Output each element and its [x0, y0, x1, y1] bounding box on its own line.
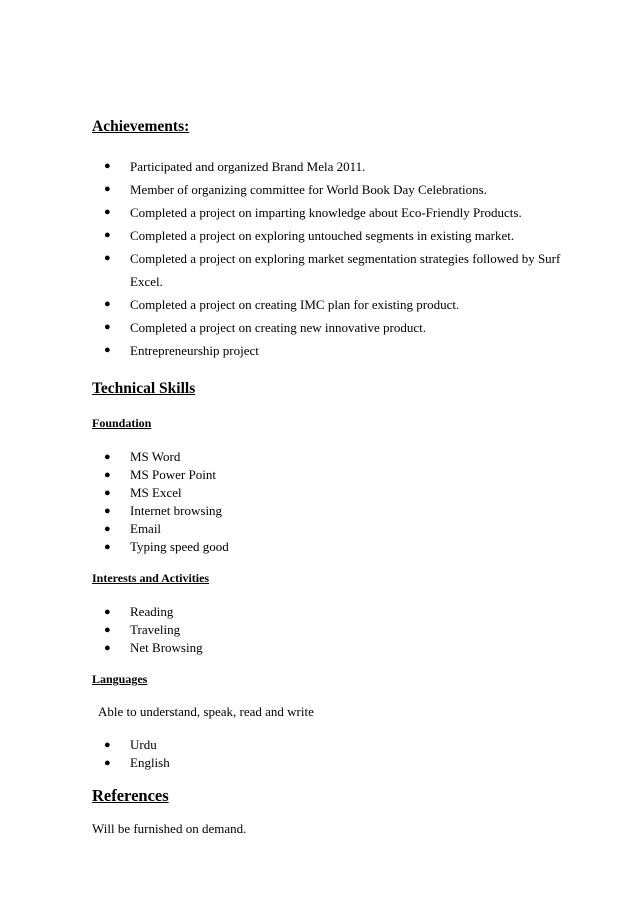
interests-heading: Interests and Activities	[92, 571, 210, 585]
interests-list	[92, 603, 203, 657]
list-item: ● Completed a project on creating IMC plan for existing product.	[92, 293, 570, 316]
bullet-icon: ●	[104, 624, 111, 636]
bullet-icon: ●	[104, 229, 111, 241]
list-item: ● Member of organizing committee for World Book Day Celebrations.	[92, 178, 570, 201]
list-item: ● MS Power Point	[104, 467, 216, 482]
list-item: ● Net Browsing	[104, 640, 203, 655]
achievements-list	[92, 155, 570, 362]
bullet-icon: ●	[104, 206, 111, 218]
bullet-icon: ●	[104, 523, 111, 535]
list-item: ● Completed a project on exploring market segmentation strategies followed by Surf Excel.	[92, 247, 570, 293]
list-item: ● Internet browsing	[104, 503, 223, 518]
bullet-icon: ●	[104, 541, 111, 553]
list-item: ● Traveling	[104, 622, 181, 637]
bullet-icon: ●	[104, 487, 111, 499]
list-item: ● Typing speed good	[104, 539, 229, 554]
list-item: ● MS Excel	[104, 485, 182, 500]
list-item: ● Completed a project on creating new innovative product.	[92, 316, 570, 339]
bullet-icon: ●	[104, 642, 111, 654]
list-item: ● Email	[104, 521, 162, 536]
languages-heading: Languages	[92, 672, 148, 686]
bullet-icon: ●	[104, 252, 111, 264]
languages-intro: Able to understand, speak, read and write	[98, 704, 314, 719]
references-heading: References	[92, 786, 169, 805]
bullet-icon: ●	[104, 757, 111, 769]
bullet-icon: ●	[104, 298, 111, 310]
list-item: ● Completed a project on imparting knowledge about Eco-Friendly Products.	[92, 201, 570, 224]
references-text: Will be furnished on demand.	[92, 821, 247, 836]
list-item: ● Completed a project on exploring untouched segments in existing market.	[92, 224, 570, 247]
list-item: ● Urdu	[104, 737, 157, 752]
technical-skills-heading: Technical Skills	[92, 380, 196, 397]
list-item: ● English	[104, 755, 170, 770]
bullet-icon: ●	[104, 606, 111, 618]
bullet-icon: ●	[104, 160, 111, 172]
languages-list	[92, 736, 170, 772]
achievements-heading: Achievements:	[92, 118, 190, 135]
foundation-list	[92, 448, 229, 556]
list-item: ● Reading	[104, 604, 174, 619]
bullet-icon: ●	[104, 344, 111, 356]
bullet-icon: ●	[104, 451, 111, 463]
bullet-icon: ●	[104, 469, 111, 481]
bullet-icon: ●	[104, 321, 111, 333]
list-item: ● Entrepreneurship project	[92, 339, 570, 362]
bullet-icon: ●	[104, 183, 111, 195]
list-item: ● MS Word	[104, 449, 181, 464]
bullet-icon: ●	[104, 505, 111, 517]
list-item: ● Participated and organized Brand Mela 2011.	[92, 155, 570, 178]
foundation-heading: Foundation	[92, 416, 152, 430]
bullet-icon: ●	[104, 739, 111, 751]
